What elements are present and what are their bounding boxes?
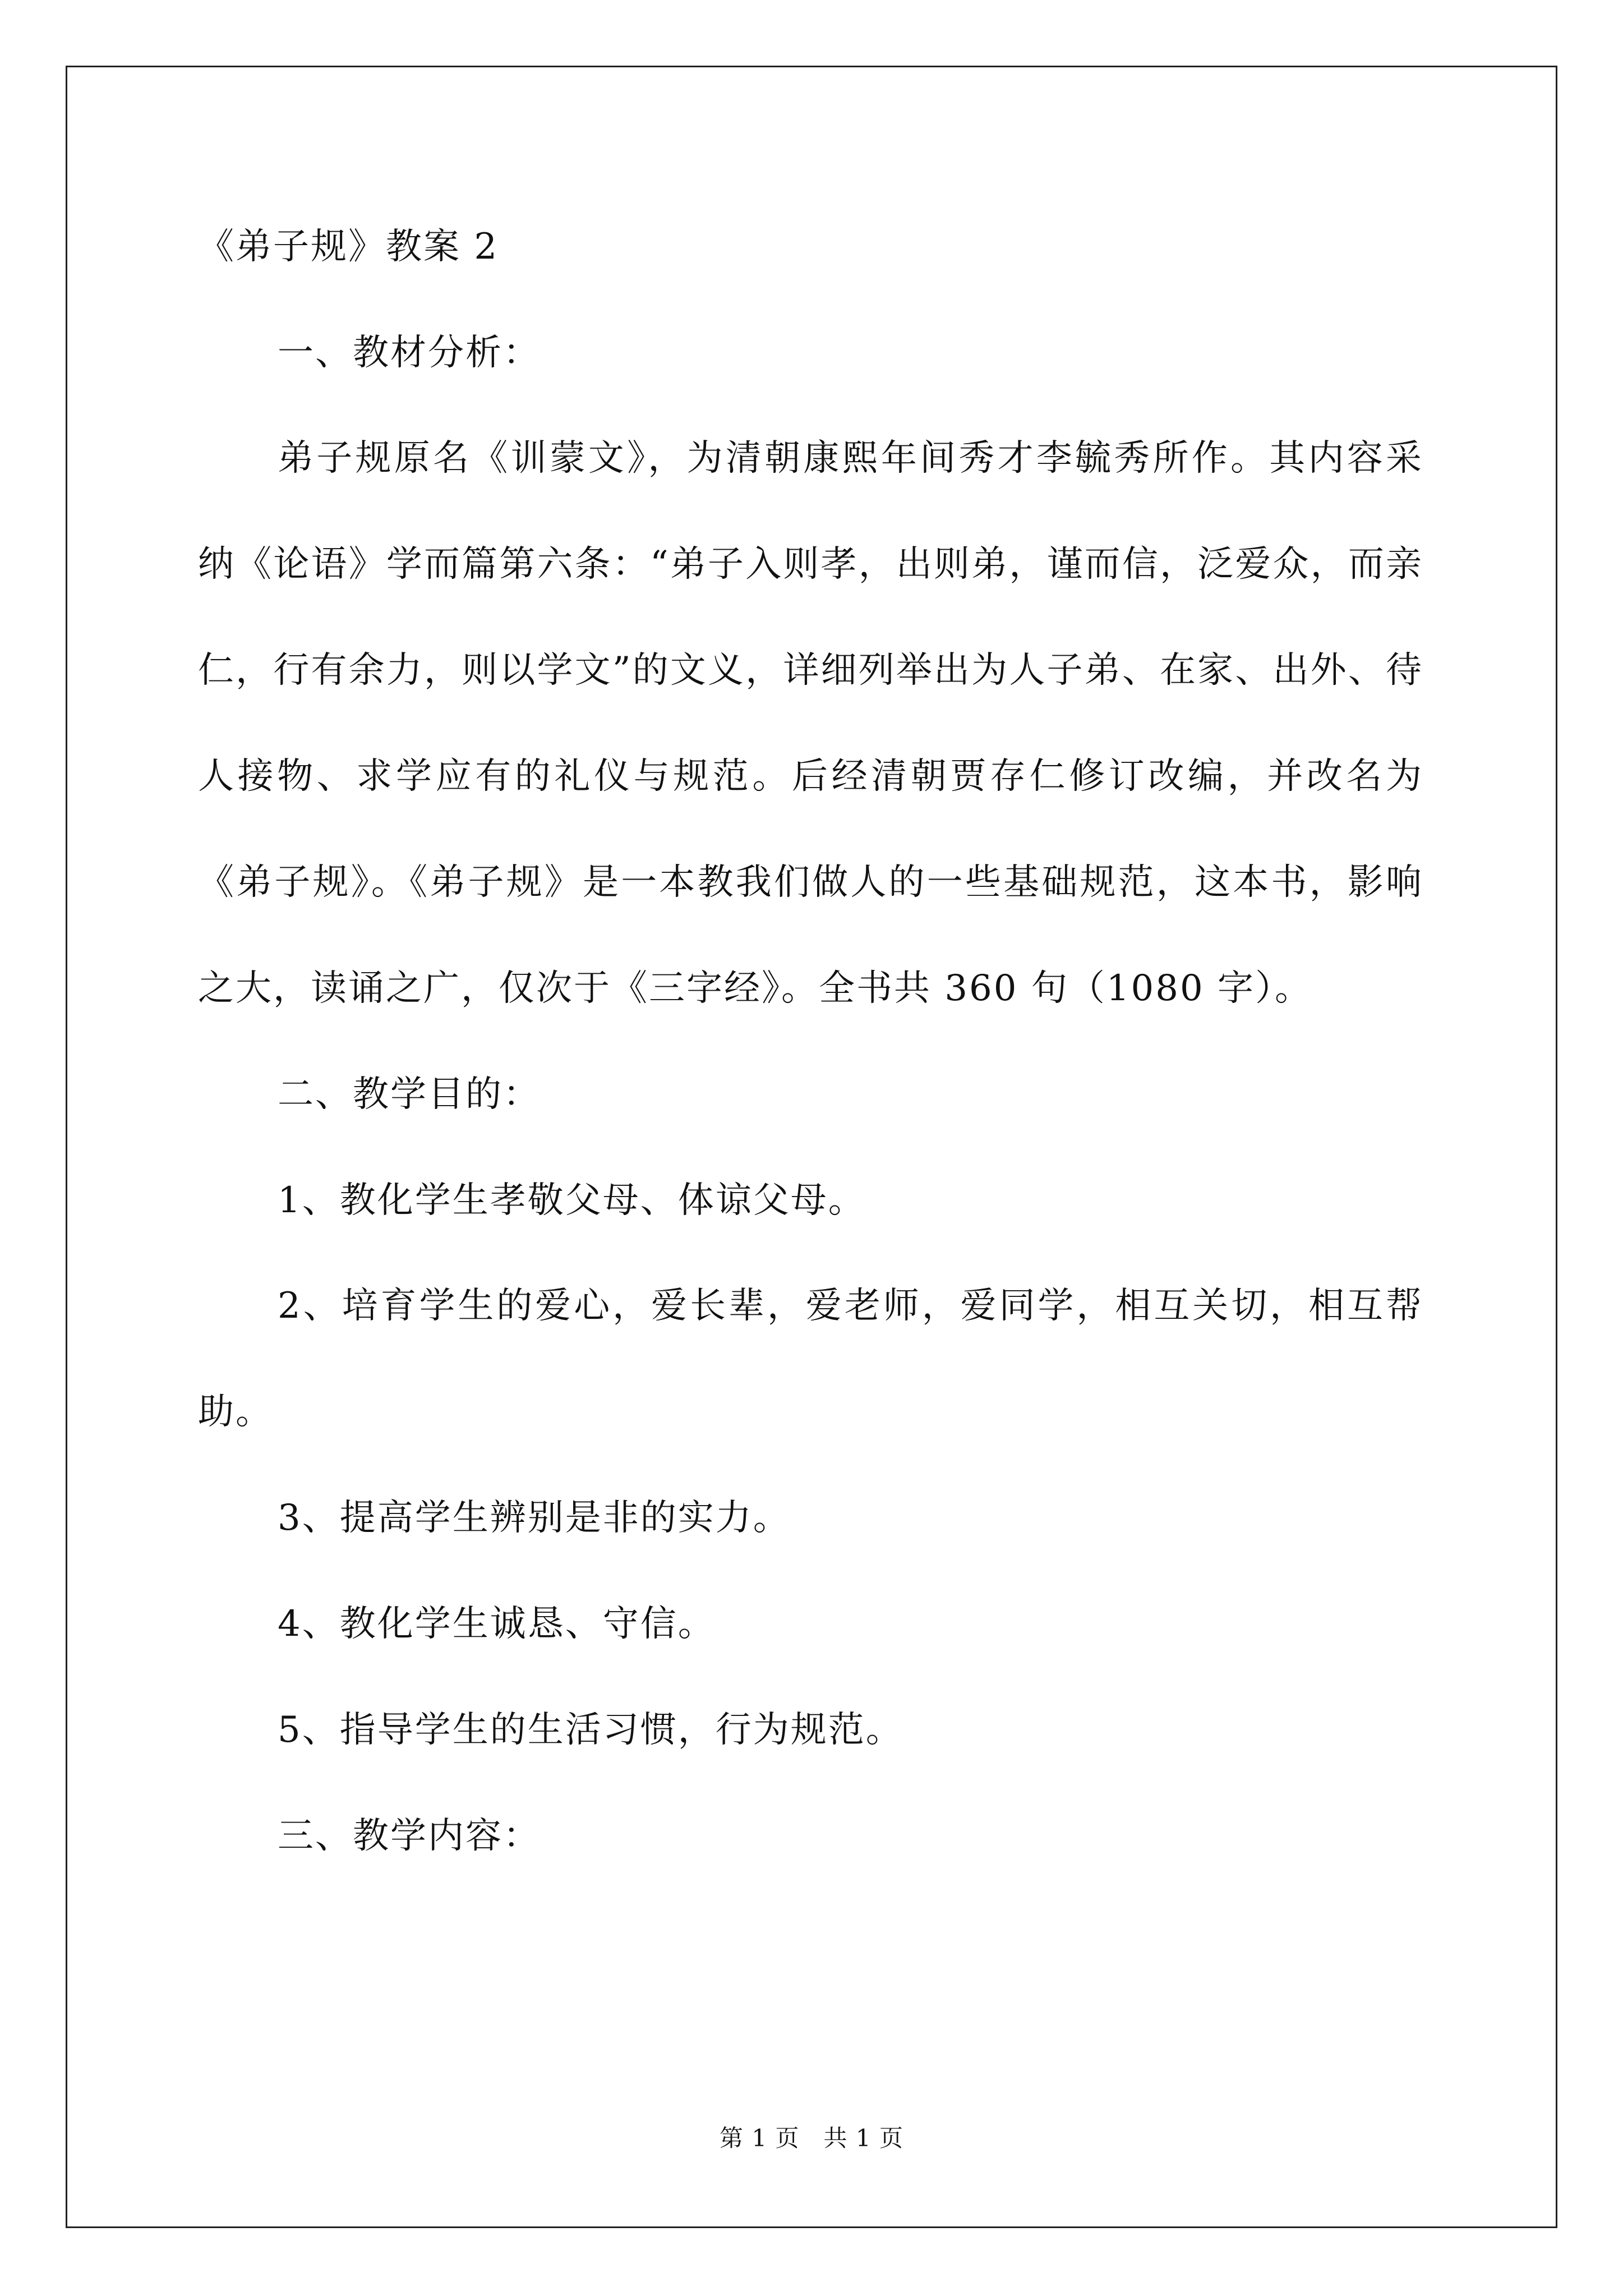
- paragraph-material-analysis: 弟子规原名《训蒙文》，为清朝康熙年间秀才李毓秀所作。其内容采纳《论语》学而篇第六条：“弟子入则孝，出则弟，谨而信，泛爱众，而亲仁，行有余力，则以学文”的文义，详细列举出为人子弟、在家、出外、待人接物、求学应有的礼仪与规范。后经清朝贾存仁修订改编，并改名为《弟子规》。《弟子规》是一本教我们做人的一些基础规范，这本书，影响之大，读诵之广，仅次于《三字经》。全书共 360 句（1080 字）。: [198, 438, 1423, 1009]
- document-body: [198, 222, 1423, 1917]
- paragraph-section-2-heading: 二、教学目的：: [278, 1074, 541, 1115]
- paragraph-goal-3: 3、提高学生辨别是非的实力。: [278, 1497, 791, 1539]
- paragraph-goal-2: 2、培育学生的爱心，爱长辈，爱老师，爱同学，相互关切，相互帮助。: [198, 1285, 1423, 1433]
- paragraph-goal-5: 5、指导学生的生活习惯，行为规范。: [278, 1709, 903, 1751]
- paragraph-goal-1: 1、教化学生孝敬父母、体谅父母。: [278, 1180, 866, 1221]
- paragraph-goal-4: 4、教化学生诚恳、守信。: [278, 1603, 716, 1645]
- document-title: 《弟子规》教案 2: [198, 226, 499, 268]
- page-footer: 第 1 页 共 1 页: [720, 2124, 903, 2152]
- paragraph-section-3-heading: 三、教学内容：: [278, 1815, 541, 1857]
- paragraph-section-1-heading: 一、教材分析：: [278, 332, 541, 374]
